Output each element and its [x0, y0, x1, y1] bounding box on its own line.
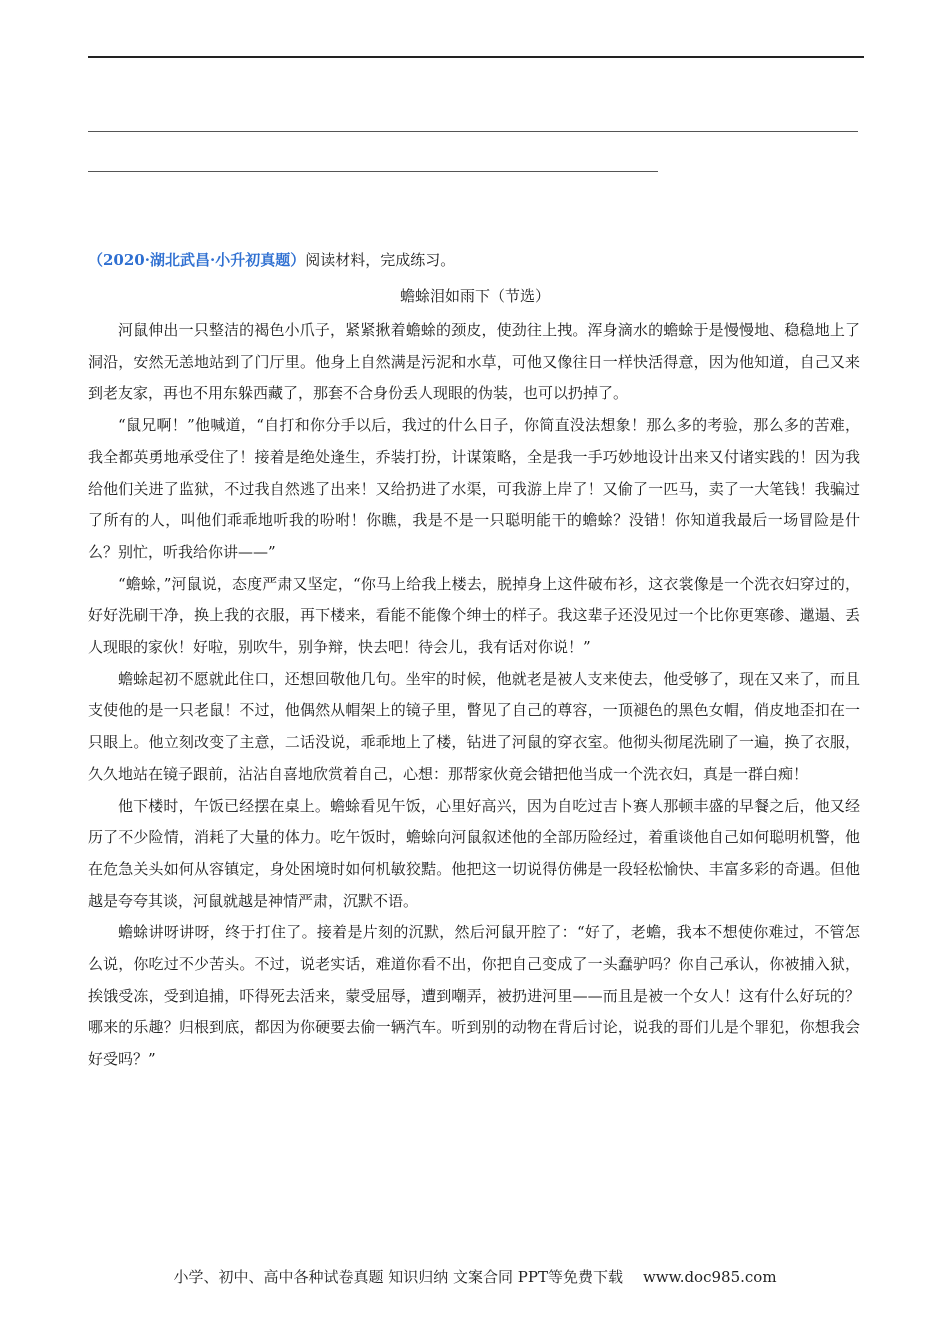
question-header — [88, 249, 455, 271]
answer-line — [88, 131, 858, 132]
paragraph: 他下楼时，午饭已经摆在桌上。蟾蜍看见午饭，心里好高兴，因为自吃过吉卜赛人那顿丰盛的早餐之后，他又经历了不少险情，消耗了大量的体力。吃午饭时，蟾蜍向河鼠叙述他的全部历险经过，着重谈他自己如何聪明机警，他在危急关头如何从容镇定，身处困境时如何机敏狡黠。他把这一切说得仿佛是一段轻松愉快、丰富多彩的奇遇。但他越是夸夸其谈，河鼠就越是神情严肃，沉默不语。 — [88, 796, 860, 910]
paragraph: 蟾蜍讲呀讲呀，终于打住了。接着是片刻的沉默，然后河鼠开腔了：“好了，老蟾，我本不想使你难过，不管怎么说，你吃过不少苦头。不过，说老实话，难道你看不出，你把自己变成了一头蠢驴吗？你自己承认，你被捕入狱，挨饿受冻，受到追捕，吓得死去活来，蒙受屈辱，遭到嘲弄，被扔进河里——而且是被一个女人！这有什么好玩的？哪来的乐趣？归根到底，都因为你硬要去偷一辆汽车。听到别的动物在背后讨论，说我的哥们儿是个罪犯，你想我会好受吗？” — [88, 923, 860, 1069]
answer-line — [88, 171, 658, 172]
footer-url[interactable]: www.doc985.com — [642, 1268, 777, 1286]
question-instruction: 阅读材料，完成练习。 — [305, 251, 456, 269]
paragraph: 河鼠伸出一只整洁的褐色小爪子，紧紧揪着蟾蜍的颈皮，使劲往上拽。浑身滴水的蟾蜍于是慢慢地、稳稳地上了洞沿，安然无恙地站到了门厅里。他身上自然满是污泥和水草，可他又像往日一样快活得意，因为他知道，自己又来到老友家，再也不用东躲西藏了，那套不合身份丢人现眼的伪装，也可以扔掉了。 — [88, 321, 860, 403]
header-rule — [88, 56, 864, 58]
article-title: 蟾蜍泪如雨下（节选） — [399, 287, 550, 305]
paragraph: “蟾蜍，”河鼠说，态度严肃又坚定，“你马上给我上楼去，脱掉身上这件破布衫，这衣裳像是一个洗衣妇穿过的，好好洗刷干净，换上我的衣服，再下楼来，看能不能像个绅士的样子。我这辈子还没见过一个比你更寒碜、邋遢、丢人现眼的家伙！好啦，别吹牛，别争辩，快去吧！待会儿，我有话对你说！” — [88, 574, 860, 657]
article-body — [88, 315, 860, 1076]
paragraph: 蟾蜍起初不愿就此住口，还想回敬他几句。坐牢的时候，他就老是被人支来使去，他受够了，现在又来了，而且支使他的是一只老鼠！不过，他偶然从帽架上的镜子里，瞥见了自己的尊容，一顶褪色的黑色女帽，俏皮地歪扣在一只眼上。他立刻改变了主意，二话没说，乖乖地上了楼，钻进了河鼠的穿衣室。他彻头彻尾洗刷了一遍，换了衣服，久久地站在镜子跟前，沾沾自喜地欣赏着自己，心想：那帮家伙竟会错把他当成一个洗衣妇，真是一群白痴！ — [88, 669, 860, 783]
page-footer — [0, 1266, 950, 1288]
paragraph: “鼠兄啊！”他喊道，“自打和你分手以后，我过的什么日子，你简直没法想象！那么多的考验，那么多的苦难，我全都英勇地承受住了！接着是绝处逢生，乔装打扮，计谋策略，全是我一手巧妙地设计出来又付诸实践的！因为我给他们关进了监狱，不过我自然逃了出来！又给扔进了水渠，可我游上岸了！又偷了一匹马，卖了一大笔钱！我骗过了所有的人，叫他们乖乖地听我的吩咐！你瞧，我是不是一只聪明能干的蟾蜍？没错！你知道我最后一场冒险是什么？别忙，听我给你讲——” — [88, 416, 860, 561]
question-source: （2020·湖北武昌·小升初真题） — [88, 251, 306, 269]
footer-text: 小学、初中、高中各种试卷真题 知识归纳 文案合同 PPT等免费下载 — [173, 1268, 623, 1286]
